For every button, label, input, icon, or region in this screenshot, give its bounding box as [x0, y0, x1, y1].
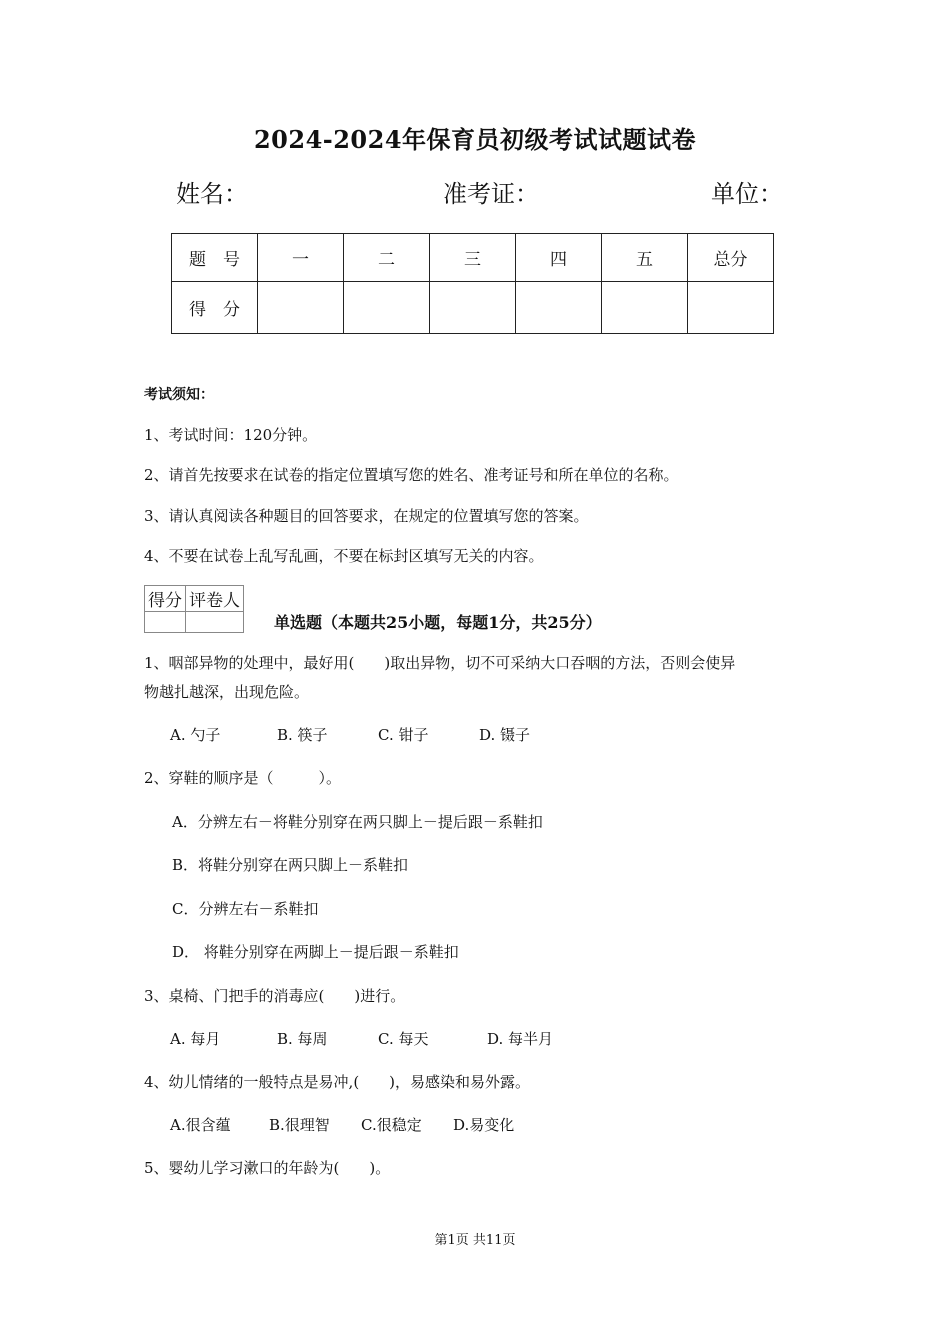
score-header-cell: 题 号 [172, 234, 258, 282]
question-1-stem: 1、咽部异物的处理中，最好用( )取出异物，切不可采纳大口吞咽的方法，否则会使异 [144, 654, 736, 672]
score-header-cell: 总分 [688, 234, 774, 282]
ticket-label: 准考证： [443, 180, 539, 208]
notice-heading: 考试须知： [144, 387, 214, 403]
question-1-option-a[interactable]: A. 勺子 [170, 726, 221, 744]
question-2-option-b[interactable]: B．将鞋分别穿在两只脚上－系鞋扣 [172, 856, 409, 874]
notice-item: 2、请首先按要求在试卷的指定位置填写您的姓名、准考证号和所在单位的名称。 [144, 466, 679, 484]
score-table-score-row [172, 282, 774, 334]
question-4-stem: 4、幼儿情绪的一般特点是易冲,( )，易感染和易外露。 [144, 1073, 531, 1091]
score-table [171, 233, 774, 334]
score-header-cell: 三 [430, 234, 516, 282]
score-input-cell[interactable] [258, 282, 344, 334]
unit-label: 单位： [711, 180, 783, 208]
question-4-option-b[interactable]: B.很理智 [269, 1116, 330, 1134]
page-title: 2024-2024年保育员初级考试试题试卷 [253, 125, 697, 154]
score-input-cell[interactable] [430, 282, 516, 334]
question-2-option-a[interactable]: A．分辨左右－将鞋分别穿在两只脚上－提后跟－系鞋扣 [172, 813, 543, 831]
score-input-cell[interactable] [344, 282, 430, 334]
question-3-option-b[interactable]: B. 每周 [277, 1030, 328, 1048]
notice-item: 4、不要在试卷上乱写乱画，不要在标封区填写无关的内容。 [144, 547, 544, 565]
grader-reviewer-label: 评卷人 [186, 586, 244, 612]
question-1-stem-continued: 物越扎越深，出现危险。 [144, 683, 310, 701]
question-3-stem: 3、桌椅、门把手的消毒应( )进行。 [144, 987, 406, 1005]
section-heading: 单选题（本题共25小题，每题1分，共25分） [274, 613, 602, 632]
score-input-cell[interactable] [688, 282, 774, 334]
score-header-cell: 四 [516, 234, 602, 282]
notice-item: 3、请认真阅读各种题目的回答要求，在规定的位置填写您的答案。 [144, 507, 589, 525]
question-4-option-c[interactable]: C.很稳定 [361, 1116, 422, 1134]
grader-reviewer-cell[interactable] [186, 612, 244, 633]
question-2-option-c[interactable]: C．分辨左右－系鞋扣 [172, 900, 319, 918]
question-1-option-c[interactable]: C. 钳子 [378, 726, 429, 744]
question-1-option-b[interactable]: B. 筷子 [277, 726, 328, 744]
question-2-stem: 2、穿鞋的顺序是（ ）。 [144, 769, 342, 787]
score-header-cell: 二 [344, 234, 430, 282]
grader-box [144, 585, 244, 633]
page-footer: 第1页 共11页 [434, 1233, 516, 1248]
question-4-option-d[interactable]: D.易变化 [453, 1116, 515, 1134]
question-5-stem: 5、婴幼儿学习漱口的年龄为( )。 [144, 1159, 391, 1177]
score-table-header-row [172, 234, 774, 282]
question-3-option-a[interactable]: A. 每月 [170, 1030, 221, 1048]
question-1-option-d[interactable]: D. 镊子 [479, 726, 531, 744]
notice-item: 1、考试时间：120分钟。 [144, 426, 318, 444]
name-label: 姓名： [176, 180, 248, 208]
score-header-cell: 一 [258, 234, 344, 282]
question-3-option-d[interactable]: D. 每半月 [487, 1030, 554, 1048]
question-3-option-c[interactable]: C. 每天 [378, 1030, 429, 1048]
question-2-option-d[interactable]: D． 将鞋分别穿在两脚上－提后跟－系鞋扣 [172, 943, 459, 961]
grader-score-label: 得分 [145, 586, 186, 612]
score-header-cell: 五 [602, 234, 688, 282]
score-input-cell[interactable] [602, 282, 688, 334]
score-input-cell[interactable] [516, 282, 602, 334]
grader-score-cell[interactable] [145, 612, 186, 633]
question-4-option-a[interactable]: A.很含蕴 [170, 1116, 231, 1134]
score-row-label: 得 分 [172, 282, 258, 334]
